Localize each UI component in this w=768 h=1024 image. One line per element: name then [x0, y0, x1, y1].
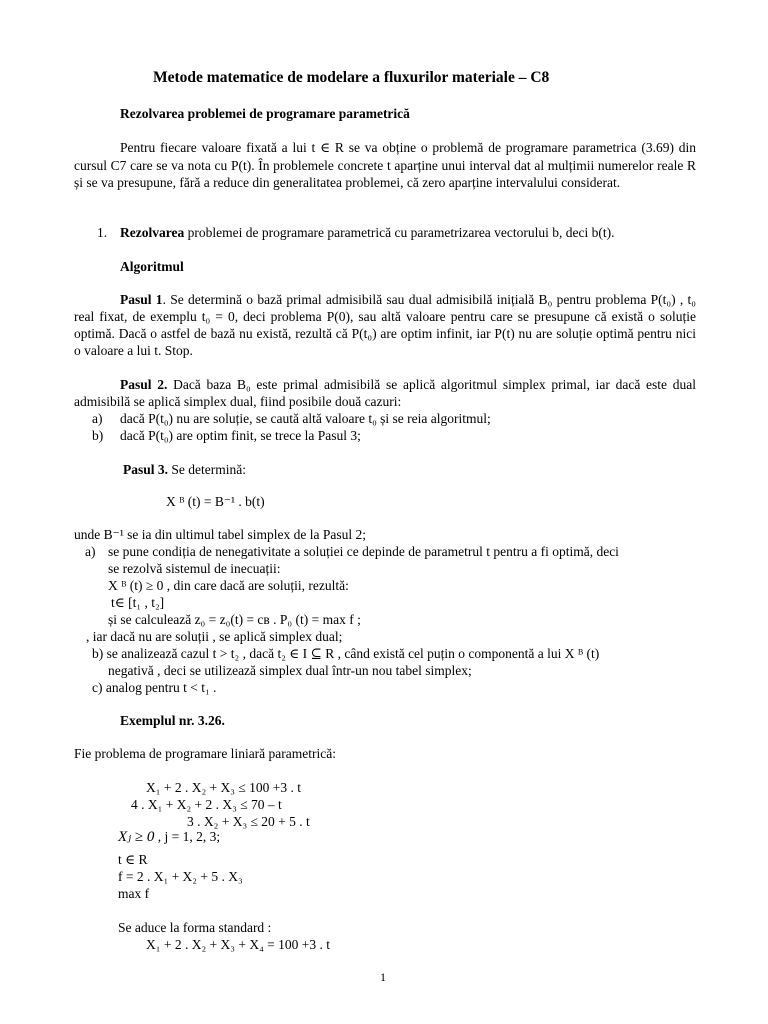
standard-form-equation: X₁ + 2 . X₂ + X₃ + X₄ = 100 +3 . t	[146, 937, 331, 952]
section-1-number: 1.	[97, 225, 108, 240]
pas-3-unde: unde B⁻¹ se ia din ultimul tabel simplex de la Pasul 2;	[74, 527, 367, 542]
section-1-heading	[120, 224, 615, 241]
section-1-text: problemei de programare parametrică cu parametrizarea vectorului b, deci b(t).	[184, 225, 615, 240]
example-intro: Fie problema de programare liniară parametrică:	[74, 746, 336, 761]
pas-3-text: Se determină:	[168, 462, 246, 477]
page-number: 1	[380, 970, 386, 984]
system-row-3: 3 . X₂ + X₃ ≤ 20 + 5 . t	[187, 814, 310, 829]
pas-3-b-line-1: b) se analizează cazul t > t₂ , dacă t₂ ∈ I ⊆ R , când există cel puțin o componentă a lui X ᴮ (t)	[92, 646, 600, 661]
pas-2-item-b-letter: b)	[92, 428, 104, 443]
pas-2-item-a-letter: a)	[92, 411, 103, 426]
pas-3-formula: X ᴮ (t) = B⁻¹ . b(t)	[166, 494, 265, 509]
pas-2-text: Dacă baza B₀ este primal admisibilă se aplică algoritmul simplex primal, iar dacă este dual admisibilă se aplică simplex dual, fiind posibile două cazuri:	[74, 377, 696, 409]
pas-3-a-line-5: și se calculează z₀ = z₀(t) = cʙ . P₀ (t) = max f ;	[108, 612, 361, 627]
pas-3-a-line-2: se rezolvă sistemul de inecuații:	[108, 561, 281, 576]
objective-max: max f	[118, 886, 150, 901]
example-heading: Exemplul nr. 3.26.	[120, 713, 225, 728]
pas-3-a-line-1: se pune condiția de nenegativitate a soluției ce depinde de parametrul t pentru a fi optimă, deci	[108, 544, 619, 559]
objective-function: f = 2 . X₁ + X₂ + 5 . X₃	[118, 869, 243, 884]
algorithm-heading: Algoritmul	[120, 259, 184, 274]
pas-3-a-line-4: t∈ [t₁ , t₂]	[111, 595, 165, 610]
pas-2-item-a-text: dacă P(t₀) nu are soluție, se caută altă valoare t₀ și se reia algoritmul;	[120, 411, 491, 426]
pas-2-item-b-text: dacă P(t₀) are optim finit, se trece la Pasul 3;	[120, 428, 361, 443]
pas-3-label: Pasul 3.	[123, 462, 169, 477]
pas-2-paragraph	[74, 376, 696, 410]
system-row-1: X₁ + 2 . X₂ + X₃ ≤ 100 +3 . t	[146, 780, 301, 795]
pas-3-a-line-3: X ᴮ (t) ≥ 0 , din care dacă are soluții, rezultă:	[108, 578, 349, 593]
pas-3-heading	[123, 461, 246, 478]
section-subtitle: Rezolvarea problemei de programare parametrică	[120, 106, 410, 121]
system-row-2: 4 . X₁ + X₂ + 2 . X₃ ≤ 70 – t	[131, 797, 282, 812]
pas-1-text: . Se determină o bază primal admisibilă sau dual admisibilă inițială B₀ pentru problema P(t₀) , t₀ real fixat, de exemplu t₀ = 0, deci problema P(0), sau altă valoare pentru care se presupune că există o soluție optimă. Dacă o astfel de bază nu există, rezultă că P(t₀) are optim infinit, iar P(t) nu are soluție optimă pentru nici o valoare a lui t. Stop.	[74, 292, 696, 358]
standard-form-intro: Se aduce la forma standard :	[118, 920, 272, 935]
pas-3-b-line-2: negativă , deci se utilizează simplex dual într-un nou tabel simplex;	[108, 663, 472, 678]
page-title: Metode matematice de modelare a fluxurilor materiale – C8	[153, 69, 550, 86]
parameter-domain: t ∈ R	[118, 852, 148, 867]
intro-paragraph: Pentru fiecare valoare fixată a lui t ∈ R se va obține o problemă de programare parametrica (3.69) din cursul C7 care se va nota cu P(t). În problemele concrete t aparține unui interval dat al mulțimii numerelor reale R și se va presupune, fără a reduce din generalitatea problemei, că zero aparține intervalului considerat.	[74, 140, 696, 190]
nonnegativity-variable: Xⱼ ≥ 0	[118, 829, 155, 845]
section-1-bold: Rezolvarea	[120, 225, 185, 240]
pas-3-a-letter: a)	[85, 544, 96, 559]
pas-3-c-line: c) analog pentru t < t₁ .	[92, 680, 217, 695]
pas-3-a-line-6: , iar dacă nu are soluții , se aplică simplex dual;	[86, 629, 343, 644]
nonnegativity-constraint	[118, 828, 220, 846]
pas-1-label: Pasul 1	[120, 292, 163, 307]
pas-1-paragraph	[74, 291, 696, 359]
nonnegativity-index: , j = 1, 2, 3;	[154, 829, 221, 844]
pas-2-label: Pasul 2.	[120, 377, 168, 392]
